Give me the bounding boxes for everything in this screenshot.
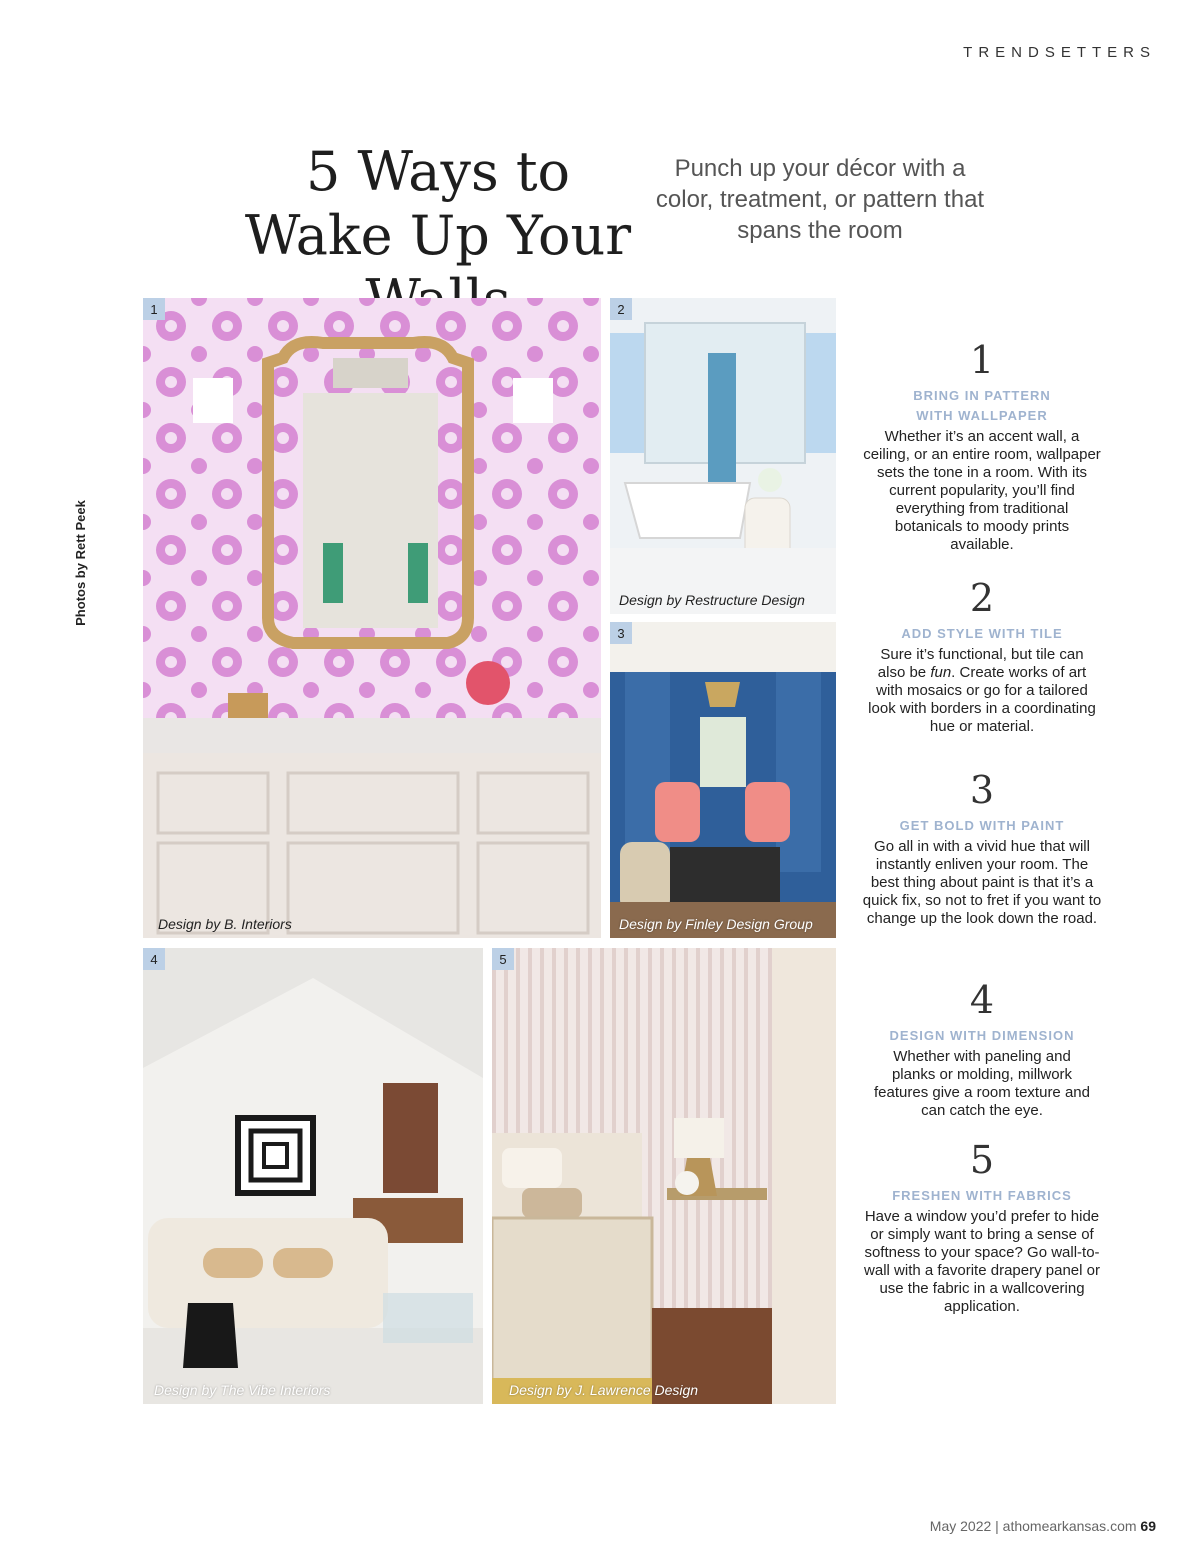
photo-2-image [610,298,836,614]
tip-number: 4 [969,978,995,1022]
tip-body: Whether with paneling and planks or molding, millwork features give a room texture and can catch the eye. [874,1048,1090,1119]
tip-body-text: Sure it’s functional, but tile can also be [877,646,1084,681]
tip-number: 1 [969,338,995,382]
tip-1 [862,338,1102,554]
tip-number: 3 [969,768,995,812]
tip-heading: ADD STYLE WITH TILE [901,626,1063,641]
photo-3 [610,622,836,938]
photo-4 [143,948,483,1404]
photo-1-image [143,298,601,938]
photo-caption: Design by Restructure Design [619,592,805,608]
tip-2 [862,576,1102,736]
photo-caption: Design by B. Interiors [158,916,292,932]
photo-number: 2 [610,298,632,320]
page-title: 5 Ways to Wake Up Your [244,140,632,267]
photo-number: 1 [143,298,165,320]
tip-5 [862,1138,1102,1316]
page-footer [930,1518,1156,1534]
photo-1 [143,298,601,938]
photo-5-image [492,948,836,1404]
photo-2 [610,298,836,614]
tip-heading: GET BOLD WITH PAINT [899,818,1065,833]
subtitle: Punch up your décor with a color, treatment, or pattern that spans the room [655,155,985,244]
tip-body: Whether it’s an accent wall, a ceiling, or an entire room, wallpaper sets the tone in a room. With its current popularity, you’ll find everything from traditional botanicals to moody prints available. [863,428,1101,553]
photo-number: 3 [610,622,632,644]
tip-body [862,646,1102,736]
tip-body-emphasis: fun [930,664,952,681]
section-label: TRENDSETTERS [963,44,1156,61]
tip-body-text: . Create works of art with mosaics or go for a tailored look with borders in a coordinating hue or material. [868,664,1096,735]
tip-body: Go all in with a vivid hue that will instantly enliven your room. The best thing about paint is that it’s a quick fix, so not to fret if you want to change up the look down the road. [862,838,1102,927]
page-number: 69 [1140,1518,1156,1534]
tip-heading: BRING IN PATTERN WITH WALLPAPER [913,388,1051,423]
tip-4 [862,978,1102,1120]
photo-number: 5 [492,948,514,970]
photo-5 [492,948,836,1404]
photo-3-image [610,622,836,938]
footer-issue: May 2022 | athomearkansas.com [929,1518,1137,1534]
tip-3 [862,768,1102,928]
photo-caption: Design by The Vibe Interiors [154,1382,331,1398]
photo-credit: Photos by Rett Peek [73,500,88,626]
tip-number: 5 [969,1138,995,1182]
photo-4-image [143,948,483,1404]
photo-caption: Design by Finley Design Group [619,916,813,932]
photo-caption: Design by J. Lawrence Design [509,1382,699,1398]
tip-heading: DESIGN WITH DIMENSION [889,1028,1075,1043]
tip-heading: FRESHEN WITH FABRICS [892,1188,1072,1203]
tip-number: 2 [969,576,995,620]
tip-body: Have a window you’d prefer to hide or simply want to bring a sense of softness to your space? Go wall-to-wall with a favorite drapery panel or use the fabric in a wallcovering application. [864,1208,1100,1315]
photo-number: 4 [143,948,165,970]
